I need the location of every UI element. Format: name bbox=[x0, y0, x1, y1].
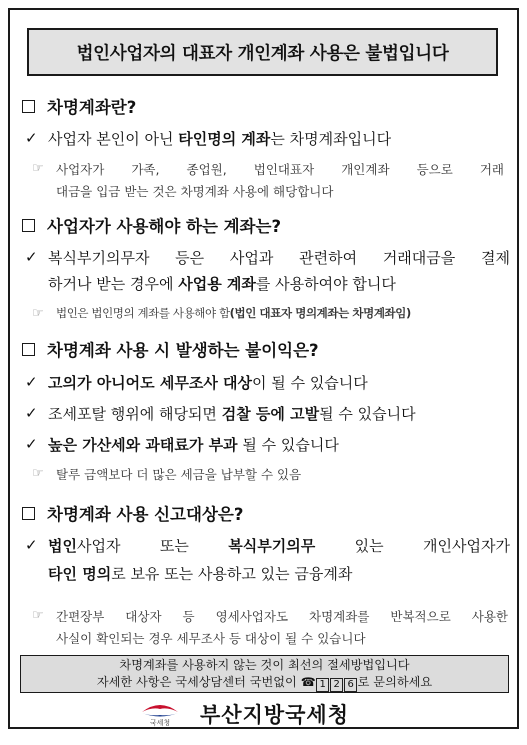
checkbox-square-icon bbox=[22, 219, 35, 232]
nts-logo-icon bbox=[136, 700, 184, 728]
pointing-hand-icon: ☞ bbox=[32, 466, 44, 481]
section-heading-3: 차명계좌 사용 시 발생하는 불이익은? bbox=[22, 337, 319, 361]
phone-digit: 2 bbox=[330, 678, 343, 692]
pointing-hand-icon: ☞ bbox=[32, 306, 44, 321]
checkbox-square-icon bbox=[22, 343, 35, 356]
footer-banner bbox=[20, 655, 509, 693]
item-text: 사업자 본인이 아닌 타인명의 계좌는 차명계좌입니다 bbox=[48, 130, 392, 148]
notice-title: 법인사업자의 대표자 개인계좌 사용은 불법입니다 bbox=[76, 43, 449, 64]
checkmark-icon: ✓ bbox=[25, 536, 38, 554]
item-text: 법인사업자 또는 복식부기의무 있는 개인사업자가 bbox=[48, 537, 510, 555]
checkmark-icon: ✓ bbox=[25, 373, 38, 391]
checkbox-square-icon bbox=[22, 507, 35, 520]
phone-digit: 1 bbox=[316, 678, 329, 692]
pointing-hand-icon: ☞ bbox=[32, 608, 44, 623]
checkmark-icon: ✓ bbox=[25, 435, 38, 453]
organization-name: 부산지방국세청 bbox=[200, 703, 350, 727]
phone-digit: 6 bbox=[344, 678, 357, 692]
item-text: 복식부기의무자 등은 사업과 관련하여 거래대금을 결제 bbox=[48, 249, 510, 267]
item-text: 조세포탈 행위에 해당되면 검찰 등에 고발될 수 있습니다 bbox=[48, 405, 416, 423]
pointing-hand-icon: ☞ bbox=[32, 161, 44, 176]
footer-line-2: 자세한 사항은 국세상담센터 국번없이 ☎ 1 2 6 로 문의하세요 bbox=[96, 675, 433, 690]
footer-line-1: 차명계좌를 사용하지 않는 것이 최선의 절세방법입니다 bbox=[119, 658, 410, 672]
item-text: 하거나 받는 경우에 사업용 계좌를 사용하여야 합니다 bbox=[48, 275, 396, 293]
note-text: 사업자가 가족, 종업원, 법인대표자 개인계좌 등으로 거래 bbox=[56, 162, 504, 177]
note-text: 대금을 입금 받는 것은 차명계좌 사용에 해당합니다 bbox=[56, 184, 334, 199]
note-text: 법인은 법인명의 계좌를 사용해야 함(법인 대표자 명의계좌는 차명계좌임) bbox=[56, 306, 411, 320]
item-text: 타인 명의로 보유 또는 사용하고 있는 금융계좌 bbox=[48, 565, 353, 583]
note-text: 사실이 확인되는 경우 세무조사 등 대상이 될 수 있습니다 bbox=[56, 631, 366, 646]
section-heading-1: 차명계좌란? bbox=[22, 94, 136, 118]
section-heading-4: 차명계좌 사용 신고대상은? bbox=[22, 501, 243, 525]
title-banner bbox=[27, 28, 498, 76]
section-heading-2: 사업자가 사용해야 하는 계좌는? bbox=[22, 213, 281, 237]
telephone-icon: ☎ bbox=[300, 675, 316, 689]
checkmark-icon: ✓ bbox=[25, 248, 38, 266]
item-text: 고의가 아니어도 세무조사 대상이 될 수 있습니다 bbox=[48, 374, 368, 392]
item-text: 높은 가산세와 과태료가 부과 될 수 있습니다 bbox=[48, 436, 339, 454]
checkbox-square-icon bbox=[22, 100, 35, 113]
checkmark-icon: ✓ bbox=[25, 404, 38, 422]
checkmark-icon: ✓ bbox=[25, 129, 38, 147]
svg-text:국세청: 국세청 bbox=[149, 719, 171, 727]
note-text: 간편장부 대상자 등 영세사업자도 차명계좌를 반복적으로 사용한 bbox=[56, 609, 508, 624]
note-text: 탈루 금액보다 더 많은 세금을 납부할 수 있음 bbox=[56, 467, 302, 482]
notice-page bbox=[8, 8, 519, 729]
